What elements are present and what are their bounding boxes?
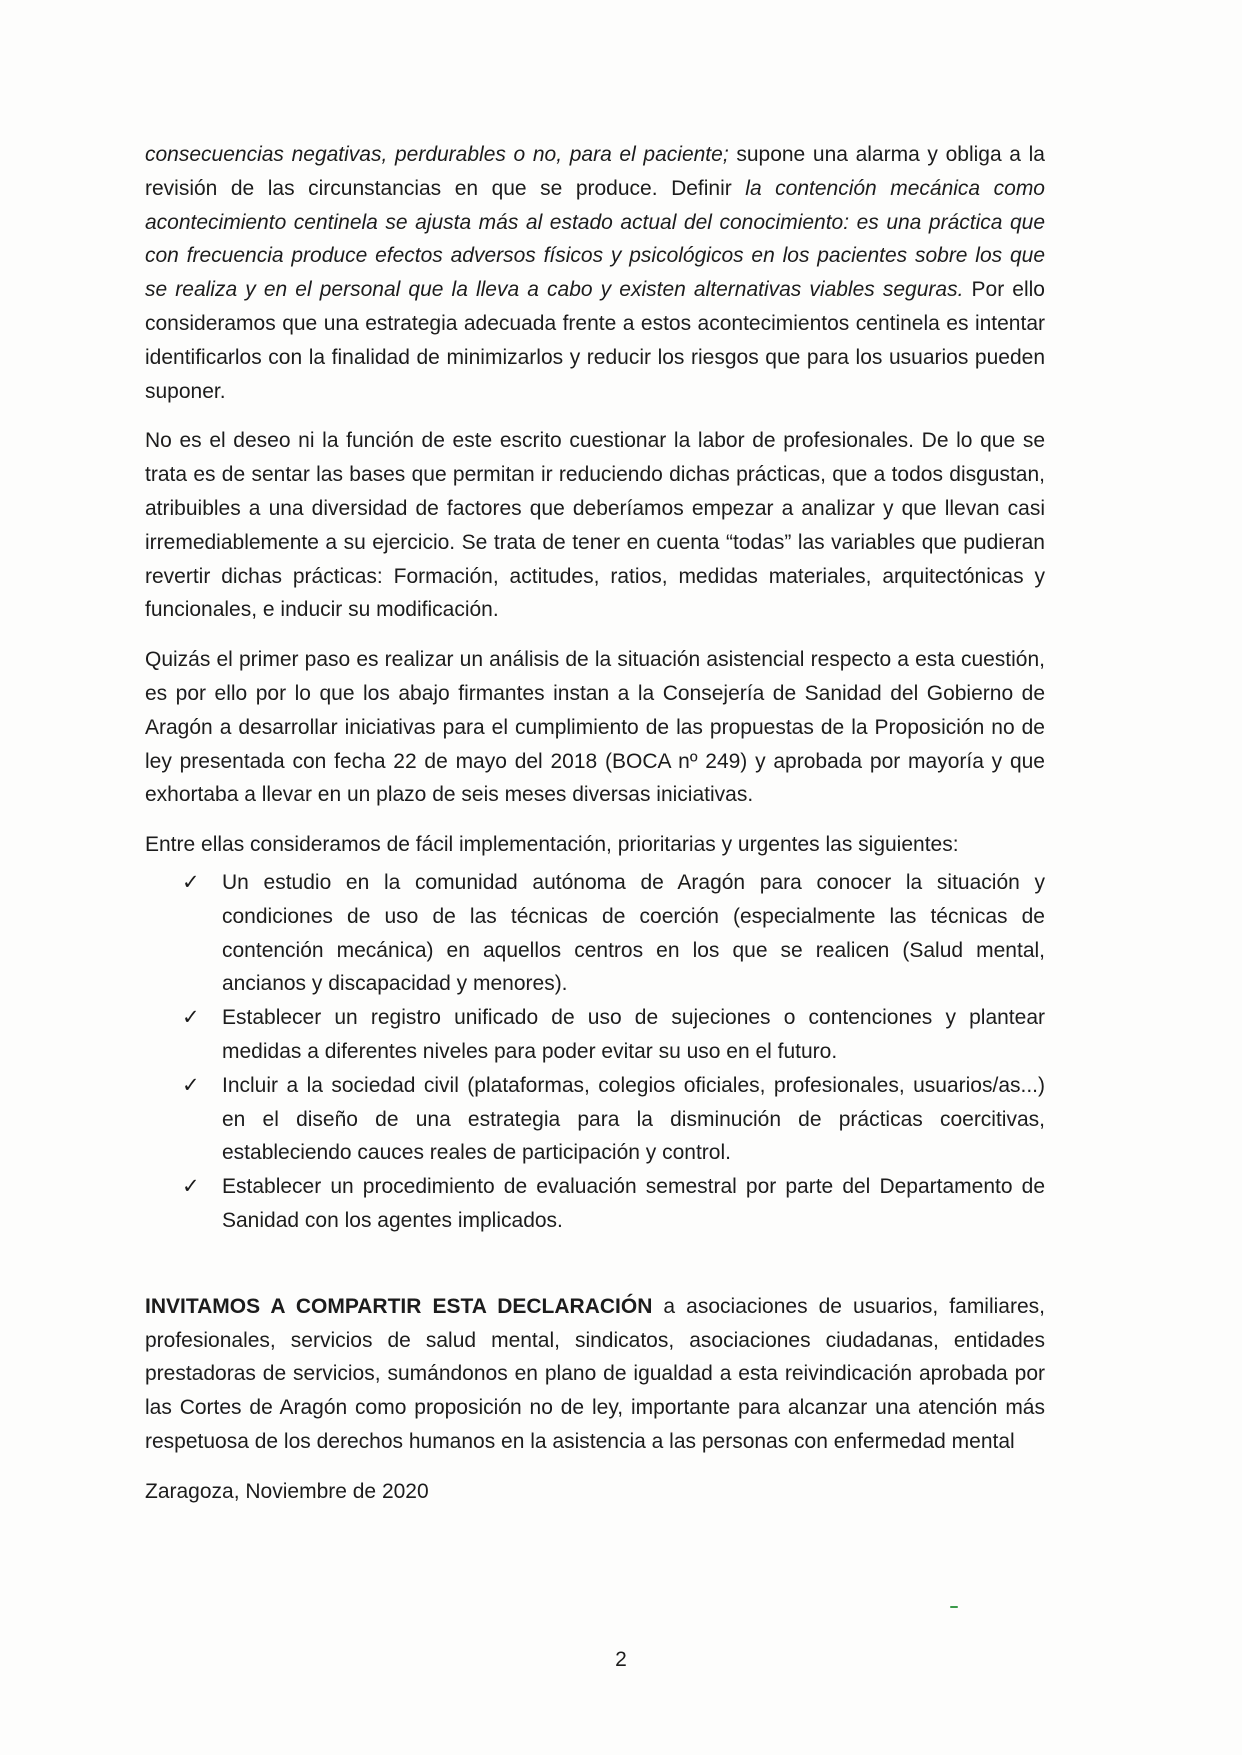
checkmark-icon: ✓	[182, 1072, 200, 1097]
paragraph-centinela	[145, 138, 1045, 408]
italic-text: consecuencias negativas, perdurables o no, para el paciente;	[145, 143, 729, 166]
list-item	[145, 1001, 1045, 1069]
italic-text: la contención mecánica como acontecimiento centinela se ajusta más al estado actual del conocimiento: es una práctica que con frecuencia produce efectos adversos físicos y psicológicos en los pacientes sobre los que se realiza y en el personal que la lleva a cabo y existen alternativas viables seguras.	[145, 176, 1045, 302]
list-item	[145, 1069, 1045, 1170]
paragraph-deseo: No es el deseo ni la función de este escrito cuestionar la labor de profesionales. De lo que se trata es de sentar las bases que permitan ir reduciendo dichas prácticas, que a todos disgustan, atribuibles a una diversidad de factores que deberíamos empezar a analizar y que llevan casi irremediablemente a su ejercicio. Se trata de tener en cuenta “todas” las variables que pudieran revertir dichas prácticas: Formación, actitudes, ratios, medidas materiales, arquitectónicas y funcionales, e inducir su modificación.	[145, 429, 1045, 622]
invitation-text: a asociaciones de usuarios, familiares, profesionales, servicios de salud mental, sindicatos, asociaciones ciudadanas, entidades prestadoras de servicios, sumándonos en plano de igualdad a esta reivindicación aprobada por las Cortes de Aragón como proposición no de ley, importante para alcanzar una atención más respetuosa de los derechos humanos en la asistencia a las personas con enfermedad mental	[145, 1294, 1045, 1453]
list-item-text: Establecer un procedimiento de evaluación semestral por parte del Departamento de Sanidad con los agentes implicados.	[222, 1175, 1045, 1232]
list-item	[145, 1170, 1045, 1238]
body-text: supone una alarma y obliga a la revisión de las circunstancias en que se produce. Definir	[145, 143, 1045, 200]
invitation-heading: INVITAMOS A COMPARTIR ESTA DECLARACIÓN	[145, 1294, 653, 1318]
list-item	[145, 866, 1045, 1001]
list-item-text: Incluir a la sociedad civil (plataformas, colegios oficiales, profesionales, usuarios/as...) en el diseño de una estrategia para la disminución de prácticas coercitivas, estableciendo cauces reales de participación y control.	[222, 1073, 1045, 1165]
page-number: 2	[615, 1648, 627, 1671]
initiatives-checklist	[145, 866, 1045, 1238]
list-item-text: Establecer un registro unificado de uso de sujeciones o contenciones y plantear medidas a diferentes niveles para poder evitar su uso en el futuro.	[222, 1006, 1045, 1063]
paragraph-analisis: Quizás el primer paso es realizar un análisis de la situación asistencial respecto a esta cuestión, es por ello por lo que los abajo firmantes instan a la Consejería de Sanidad del Gobierno de Aragón a desarrollar iniciativas para el cumplimiento de las propuestas de la Proposición no de ley presentada con fecha 22 de mayo del 2018 (BOCA nº 249) y aprobada por mayoría y que exhortaba a llevar en un plazo de seis meses diversas iniciativas.	[145, 648, 1045, 807]
list-item-text: Un estudio en la comunidad autónoma de Aragón para conocer la situación y condiciones de uso de las técnicas de coerción (especialmente las técnicas de contención mecánica) en aquellos centros en los que se realicen (Salud mental, ancianos y discapacidad y menores).	[222, 870, 1045, 996]
body-text: Por ello consideramos que una estrategia adecuada frente a estos acontecimientos centinela es intentar identificarlos con la finalidad de minimizarlos y reducir los riesgos que para los usuarios pueden suponer.	[145, 278, 1045, 403]
paragraph-iniciativas-intro: Entre ellas consideramos de fácil implementación, prioritarias y urgentes las siguientes:	[145, 833, 959, 857]
scan-speck	[950, 1606, 958, 1608]
checkmark-icon: ✓	[182, 869, 200, 894]
checkmark-icon: ✓	[182, 1174, 200, 1199]
checkmark-icon: ✓	[182, 1005, 200, 1030]
place-date: Zaragoza, Noviembre de 2020	[145, 1479, 429, 1503]
document-body	[145, 138, 1045, 1524]
paragraph-invitation	[145, 1290, 1045, 1459]
